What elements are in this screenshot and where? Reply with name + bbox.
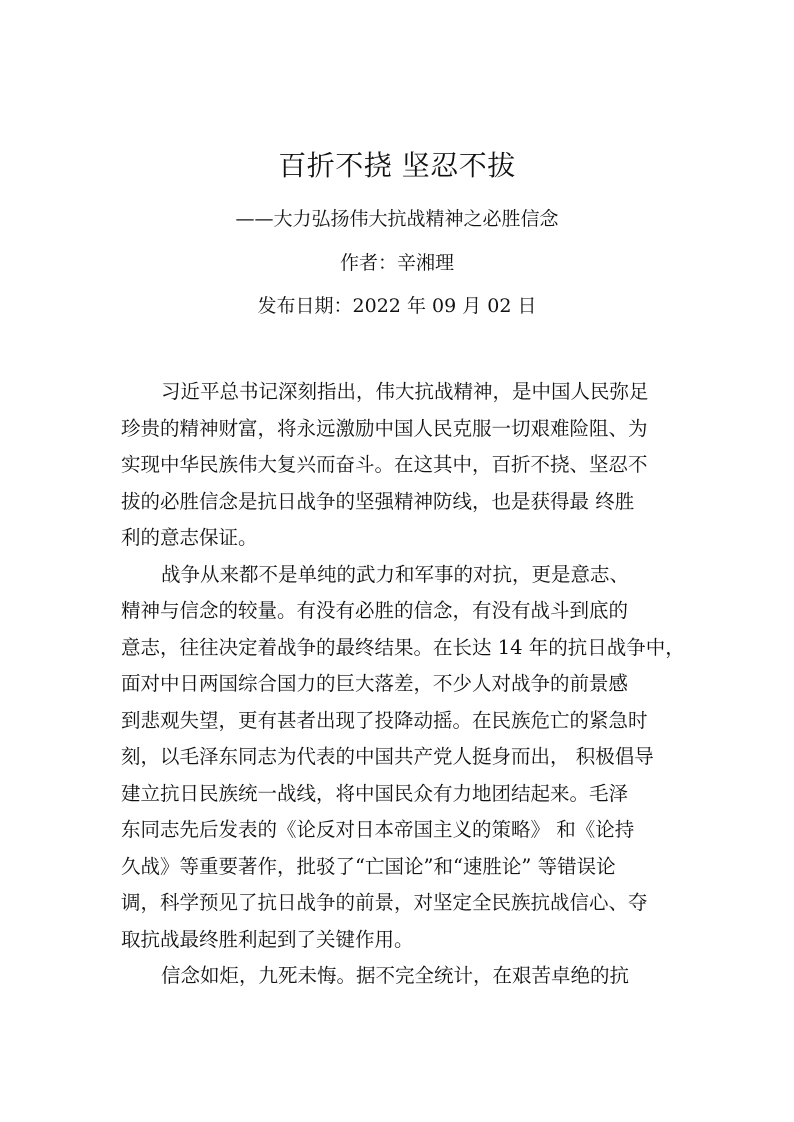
body-line: 精神与信念的较量。有没有必胜的信念，有没有战斗到底的	[121, 599, 629, 622]
body-line: 建立抗日民族统一战线，将中国民众有力地团结起来。毛泽	[121, 781, 629, 805]
body-line: 实现中华民族伟大复兴而奋斗。在这其中，百折不挠、坚忍不	[121, 453, 648, 476]
body-line: 到悲观失望，更有甚者出现了投降动摇。在民族危亡的紧急时	[121, 708, 648, 732]
body-line: 意志，往往决定着战争的最终结果。在长达 14 年的抗日战争中，	[121, 635, 685, 659]
body-line: 久战》等重要著作，批驳了“亡国论”和“速胜论” 等错误论	[121, 854, 616, 878]
body-line: 珍贵的精神财富，将永远激励中国人民克服一切艰难险阻、为	[121, 416, 648, 440]
body-line: 调，科学预见了抗日战争的前景，对坚定全民族抗战信心、夺	[121, 891, 648, 914]
article-body	[121, 374, 701, 995]
body-line-paragraph-start: 战争从来都不是单纯的武力和军事的对抗，更是意志、	[161, 562, 630, 586]
article-subtitle: ——大力弘扬伟大抗战精神之必胜信念	[235, 208, 559, 230]
body-line: 取抗战最终胜利起到了关键作用。	[121, 927, 414, 951]
publish-date: 发布日期：2022 年 09 月 02 日	[257, 295, 537, 317]
body-line: 东同志先后发表的《论反对日本帝国主义的策略》 和《论持	[121, 818, 635, 841]
article-author: 作者：辛湘理	[339, 252, 454, 274]
body-line: 利的意志保证。	[121, 526, 258, 549]
body-line: 拔的必胜信念是抗日战争的坚强精神防线，也是获得最 终胜	[121, 489, 635, 513]
body-line-paragraph-start: 习近平总书记深刻指出，伟大抗战精神，是中国人民弥足	[161, 380, 649, 403]
body-line: 刻，以毛泽东同志为代表的中国共产党人挺身而出， 积极倡导	[121, 745, 654, 768]
article-title: 百折不挠 坚忍不拔	[278, 149, 516, 182]
body-line: 面对中日两国综合国力的巨大落差，不少人对战争的前景感	[121, 672, 629, 695]
body-line-paragraph-start: 信念如炬，九死未悔。据不完全统计，在艰苦卓绝的抗	[161, 964, 630, 987]
